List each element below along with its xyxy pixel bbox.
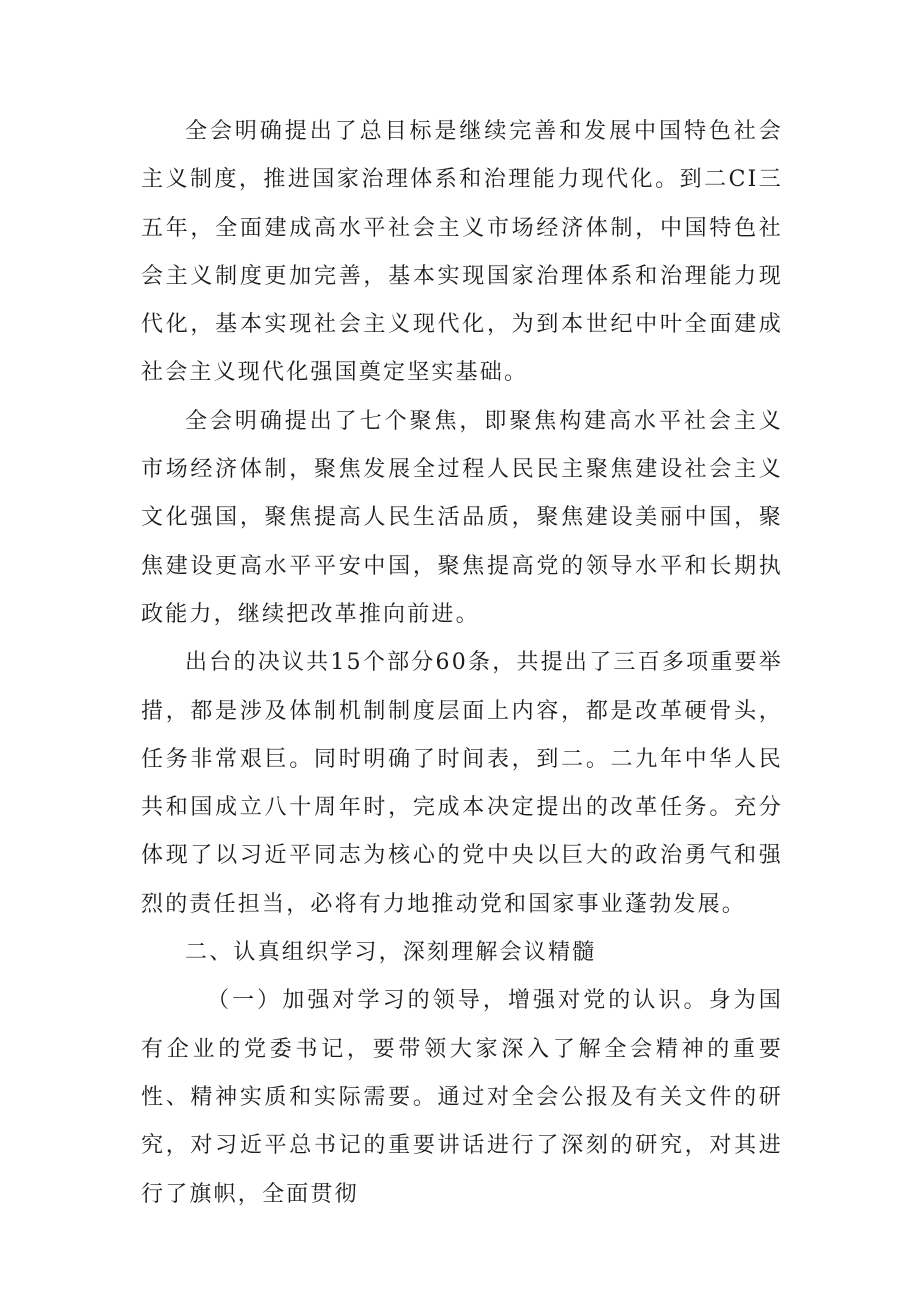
paragraph-resolution-measures: 出台的决议共15个部分60条，共提出了三百多项重要举措，都是涉及体制机制制度层面上内容，都是改革硬骨头，任务非常艰巨。同时明确了时间表，到二。二九年中华人民共和国成立八十周年时，完成本决定提出的改革任务。充分体现了以习近平同志为核心的党中央以巨大的政治勇气和强烈的责任担当，必将有力地推动党和国家事业蓬勃发展。 xyxy=(141,650,783,917)
paragraph-overall-goal: 全会明确提出了总目标是继续完善和发展中国特色社会主义制度，推进国家治理体系和治理能力现代化。到二CI三五年，全面建成高水平社会主义市场经济体制，中国特色社会主义制度更加完善，基本实现国家治理体系和治理能力现代化，基本实现社会主义现代化，为到本世纪中叶全面建成社会主义现代化强国奠定坚实基础。 xyxy=(141,119,783,386)
document-body xyxy=(141,108,783,1219)
section-heading: 二、认真组织学习，深刻理解会议精髓 xyxy=(185,940,597,966)
paragraph-seven-focuses: 全会明确提出了七个聚焦，即聚焦构建高水平社会主义市场经济体制，聚焦发展全过程人民民主聚焦建设社会主义文化强国，聚焦提高人民生活品质，聚焦建设美丽中国，聚焦建设更高水平平安中国，聚焦提高党的领导水平和长期执政能力，继续把改革推向前进。 xyxy=(141,408,783,627)
paragraph-study-leadership: （一）加强对学习的领导，增强对党的认识。身为国有企业的党委书记，要带领大家深入了解全会精神的重要性、精神实质和实际需要。通过对全会公报及有关文件的研究，对习近平总书记的重要讲话进行了深刻的研究，对其进行了旗帜，全面贯彻 xyxy=(141,988,783,1207)
